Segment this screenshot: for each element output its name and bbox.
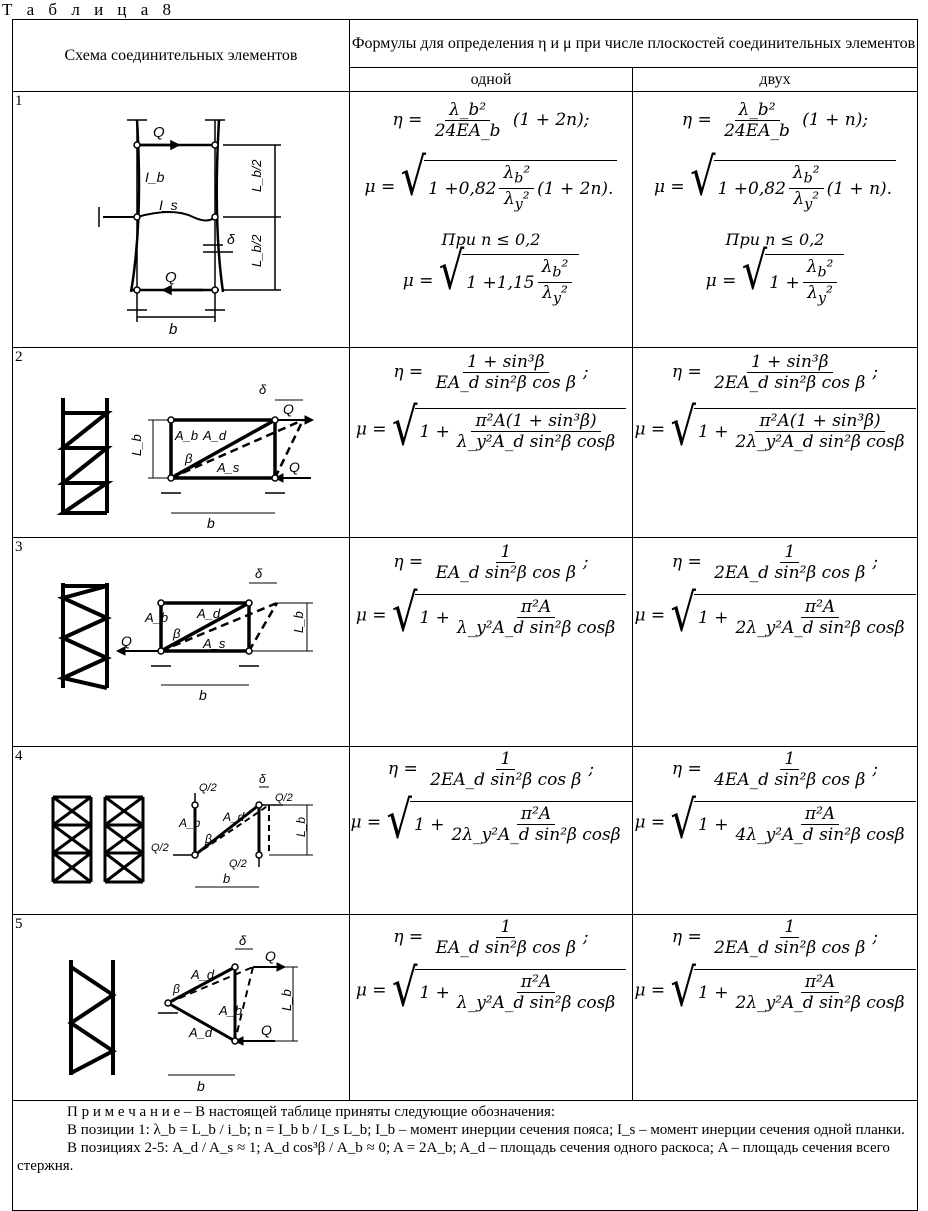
label-ad: A_d: [197, 606, 221, 621]
formula-one-plane: η = $\frac{1}{\text{2EA\_d sin²β cos β}}$ ; μ = √ 1 + $\frac{\text{π²A}}{\text{2λ\_y²A\_d sin²β cosβ}}$: [350, 747, 632, 914]
mu-coefficient: 0,82: [748, 178, 786, 199]
label-ab: A_b: [175, 428, 199, 443]
eta-denominator: 24EA_b: [434, 121, 501, 141]
label-delta: δ: [227, 231, 235, 247]
mu-numerator: π²A(1 + sin³β): [471, 411, 600, 432]
note-line-2: В позиции 1: λ_b = L_b / i_b; n = I_b b / I_s L_b; I_b – момент инерции сечения пояса; I_s – момент инерции сечения одной планки.: [67, 1122, 905, 1138]
label-b: b: [223, 871, 231, 886]
eta-denominator: 2EA_d sin²β cos β: [714, 563, 866, 583]
label-as: A_s: [203, 636, 226, 651]
label-lb: L_b: [129, 434, 144, 456]
label-ib: I_b: [145, 169, 165, 185]
eta-numerator: 1: [780, 917, 799, 938]
scheme-3-diagram: [13, 538, 350, 746]
mu-denominator: 2λ_y²A_d sin²β cosβ: [735, 993, 905, 1013]
label-b: b: [199, 687, 207, 703]
label-q-bottom: Q: [261, 1022, 272, 1038]
formula-one-plane: η = $\frac{1}{\text{EA\_d sin²β cos β}}$ ; μ = √ 1 + $\frac{\text{π²A}}{\text{λ\_y²A\_d sin²β cosβ}}$: [350, 915, 632, 1100]
table-row: [13, 915, 918, 1101]
label-q2-bottom: Q/2: [229, 858, 247, 870]
mu-numerator: π²A: [517, 972, 555, 993]
mu-coefficient: 0,82: [458, 178, 497, 199]
formula-one-plane: η = $\frac{\text{λ\_b²}}{24EA\_b}$ (1 + 2n); μ = √ 1 + 0,82 $\frac{\lambda_b^2}{\lambda_y^2}$ (1 + 2n). При n ≤ 0,2 μ = √ 1 + 1,15 $\frac{\lambda_b^2}{\lambda_y^2}$: [350, 92, 632, 347]
table-row: [13, 538, 918, 747]
eta-numerator: 1: [780, 542, 799, 563]
label-ad-top: A_d: [191, 967, 215, 982]
eta-denominator: EA_d sin²β cos β: [435, 373, 576, 393]
label-ab: A_b: [179, 816, 201, 830]
label-lb: L_b: [279, 989, 294, 1011]
label-ab: A_b: [145, 610, 169, 625]
scheme-5-diagram: [13, 915, 350, 1100]
table-row: [13, 1101, 918, 1211]
table-row: [13, 92, 918, 348]
formula-two-planes: η = $\frac{\text{λ\_b²}}{24EA\_b}$ (1 + n); μ = √ 1 + 0,82 $\frac{\lambda_b^2}{\lambda_y^2}$ (1 + n). При n ≤ 0,2 μ = √ 1 + $\frac{\lambda_b^2}{\lambda_y^2}$: [633, 92, 917, 347]
eta-numerator: λ_b²: [445, 100, 490, 121]
mu-tail: (1 + 2n).: [537, 178, 614, 199]
mu-numerator: π²A: [801, 972, 839, 993]
row-number: 3: [15, 539, 23, 555]
formula-two-planes: η = $\frac{1}{\text{2EA\_d sin²β cos β}}$ ; μ = √ 1 + $\frac{\text{π²A}}{\text{2λ\_y²A\_d sin²β cosβ}}$: [633, 915, 917, 1100]
formula-one-plane: η = $\frac{1}{\text{EA\_d sin²β cos β}}$ ; μ = √ 1 + $\frac{\text{π²A}}{\text{λ\_y²A\_d sin²β cosβ}}$: [350, 538, 632, 746]
label-is: I_s: [159, 197, 178, 213]
label-lb-lower: L_b/2: [249, 234, 264, 267]
row-number: 5: [15, 916, 23, 932]
note-line-3: В позициях 2-5: A_d / A_s ≈ 1; A_d cos³β / A_b ≈ 0; A = 2A_b; A_d – площадь сечения одного раскоса; A – площадь сечения всего стержня.: [17, 1140, 890, 1174]
mu-denominator: 2λ_y²A_d sin²β cosβ: [735, 432, 905, 452]
header-two-planes: двух: [633, 68, 918, 92]
formula-two-planes: η = $\frac{1}{\text{2EA\_d sin²β cos β}}$ ; μ = √ 1 + $\frac{\text{π²A}}{\text{2λ\_y²A\_d sin²β cosβ}}$: [633, 538, 917, 746]
eta-tail: (1 + n);: [802, 110, 869, 130]
header-scheme: Схема соединительных элементов: [13, 20, 350, 92]
label-ad: A_d: [223, 810, 245, 824]
label-q-top: Q: [153, 124, 165, 141]
table-caption: Т а б л и ц а 8: [2, 0, 177, 19]
label-q2-top-left: Q/2: [199, 782, 217, 794]
eta-denominator: 2EA_d sin²β cos β: [430, 770, 582, 790]
eta-numerator: 1: [780, 749, 799, 770]
mu-numerator: π²A: [517, 804, 555, 825]
eta-numerator: λ_b²: [735, 100, 780, 121]
condition-text: При n ≤ 0,2: [441, 230, 541, 249]
table-row: [13, 747, 918, 915]
header-formulas: Формулы для определения η и μ при числе плоскостей соединительных элементов: [350, 20, 918, 68]
formula-two-planes: η = $\frac{\text{1 + sin³β}}{\text{2EA\_d sin²β cos β}}$ ; μ = √ 1 + $\frac{\text{π²A(1 + sin³β)}}{\text{2λ\_y²A\_d sin²β cosβ}}$: [633, 348, 917, 537]
label-ad-bottom: A_d: [189, 1025, 213, 1040]
mu-numerator: π²A: [517, 597, 555, 618]
formula-one-plane: η = $\frac{\text{1 + sin³β}}{\text{EA\_d sin²β cos β}}$ ; μ = √ 1 + $\frac{\text{π²A(1 + sin³β)}}{\text{λ\_y²A\_d sin²β cosβ}}$: [350, 348, 632, 537]
mu-denominator: λ_y²A_d sin²β cosβ: [456, 993, 616, 1013]
label-q2: Q: [289, 459, 300, 475]
label-b: b: [207, 515, 215, 531]
scheme-1-diagram: [13, 92, 350, 347]
eta-denominator: EA_d sin²β cos β: [435, 563, 576, 583]
label-lb: L_b: [291, 611, 306, 633]
table-row: [13, 348, 918, 538]
label-b: b: [169, 321, 178, 338]
scheme-2-diagram: [13, 348, 350, 537]
scheme-4-diagram: [13, 747, 350, 914]
label-delta: δ: [239, 933, 247, 948]
label-beta: β: [173, 982, 180, 996]
eta-numerator: 1 + sin³β: [463, 352, 549, 373]
mu-numerator: π²A: [801, 804, 839, 825]
label-as: A_s: [217, 460, 240, 475]
mu-denominator: 2λ_y²A_d sin²β cosβ: [451, 825, 621, 845]
label-beta: β: [185, 451, 193, 466]
label-delta: δ: [259, 772, 266, 786]
label-beta: β: [173, 626, 181, 641]
label-ab: A_b: [219, 1003, 243, 1018]
mu-denominator: 2λ_y²A_d sin²β cosβ: [735, 618, 905, 638]
label-delta: δ: [255, 566, 263, 581]
eta-denominator: 2EA_d sin²β cos β: [714, 373, 866, 393]
label-q2-top-right: Q/2: [275, 792, 293, 804]
label-b: b: [197, 1078, 205, 1094]
mu-numerator: π²A(1 + sin³β): [755, 411, 884, 432]
eta-numerator: 1: [496, 917, 515, 938]
mu-tail: (1 + n).: [826, 178, 893, 199]
mu-denominator: λ_y²A_d sin²β cosβ: [456, 432, 616, 452]
header-one-plane: одной: [350, 68, 633, 92]
note-line-1: П р и м е ч а н и е – В настоящей таблице приняты следующие обозначения:: [67, 1104, 556, 1120]
eta-numerator: 1: [496, 542, 515, 563]
label-q-bottom: Q: [165, 269, 177, 286]
eta-numerator: 1: [496, 749, 515, 770]
eta-denominator: 24EA_b: [724, 121, 790, 141]
label-lb-upper: L_b/2: [249, 159, 264, 192]
label-delta: δ: [259, 382, 267, 397]
eta-denominator: 2EA_d sin²β cos β: [714, 938, 866, 958]
eta-numerator: 1 + sin³β: [747, 352, 833, 373]
row-number: 4: [15, 748, 23, 764]
formulas-table: [12, 19, 918, 1211]
label-q2-left: Q/2: [151, 842, 169, 854]
condition-text: При n ≤ 0,2: [725, 230, 825, 249]
label-q-top: Q: [265, 948, 276, 964]
eta-tail: (1 + 2n);: [512, 110, 590, 130]
mu-denominator: 4λ_y²A_d sin²β cosβ: [735, 825, 905, 845]
mu-numerator: π²A: [801, 597, 839, 618]
eta-denominator: 4EA_d sin²β cos β: [714, 770, 866, 790]
mu2-coefficient: 1,15: [496, 272, 535, 293]
label-q: Q: [121, 633, 132, 649]
label-beta: β: [205, 832, 212, 846]
label-ad: A_d: [203, 428, 227, 443]
row-number: 2: [15, 349, 23, 365]
row-number: 1: [15, 93, 23, 109]
mu-denominator: λ_y²A_d sin²β cosβ: [456, 618, 616, 638]
label-q1: Q: [283, 401, 294, 417]
eta-denominator: EA_d sin²β cos β: [435, 938, 576, 958]
table-note: [13, 1101, 918, 1211]
formula-two-planes: η = $\frac{1}{\text{4EA\_d sin²β cos β}}$ ; μ = √ 1 + $\frac{\text{π²A}}{\text{4λ\_y²A\_d sin²β cosβ}}$: [633, 747, 917, 914]
label-lb: L_b: [294, 816, 308, 837]
